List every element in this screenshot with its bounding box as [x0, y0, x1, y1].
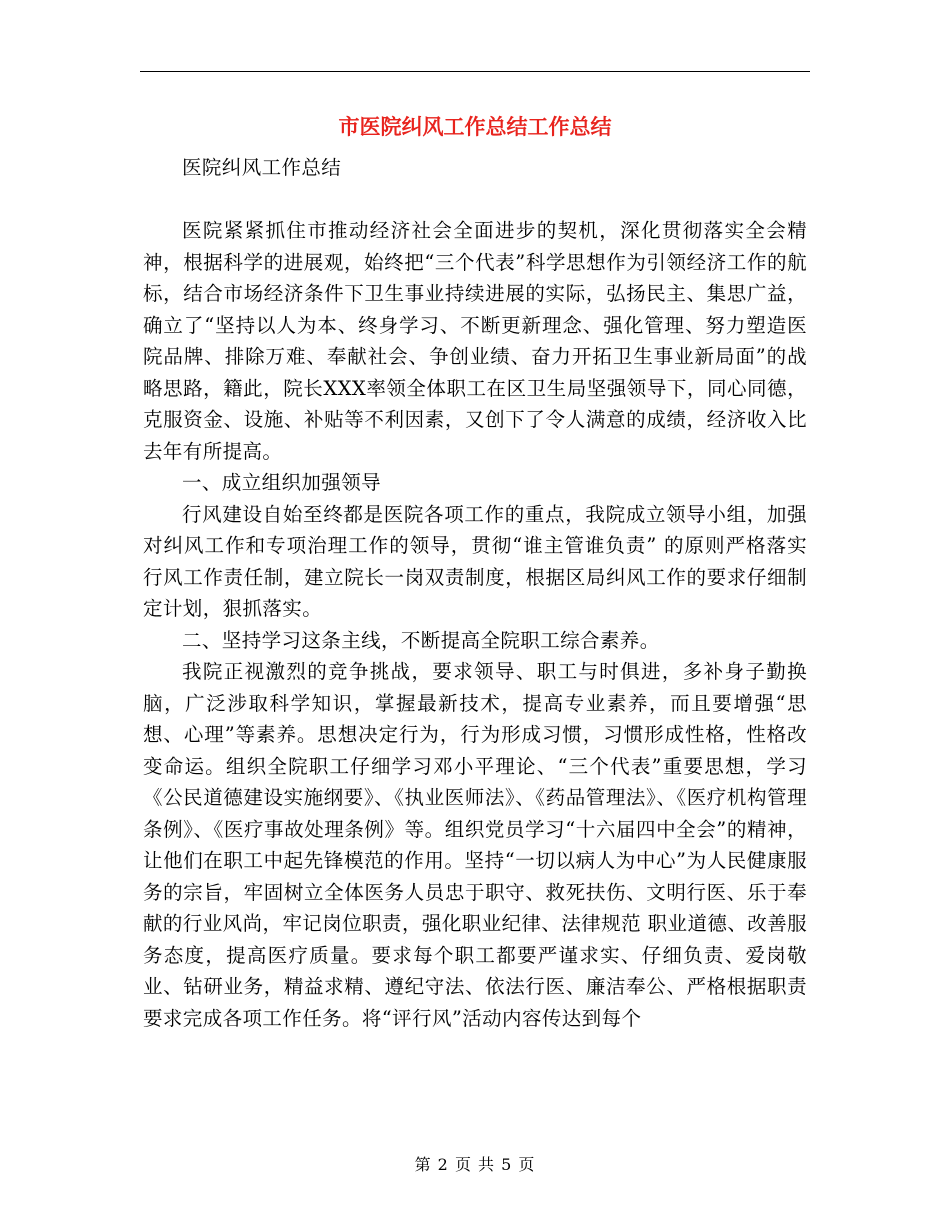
document-body — [143, 152, 807, 1034]
header-rule — [140, 71, 810, 72]
paragraph-section-2: 我院正视激烈的竞争挑战，要求领导、职工与时俱进，多补身子勤换脑，广泛涉取科学知识，掌握最新技术，提高专业素养，而且要增强“思想、心理”等素养。思想决定行为，行为形成习惯，习惯形成性格，性格改变命运。组织全院职工仔细学习邓小平理论、“三个代表”重要思想，学习《公民道德建设实施纲要》、《执业医师法》、《药品管理法》、《医疗机构管理条例》、《医疗事故处理条例》等。组织党员学习“十六届四中全会”的精神，让他们在职工中起先锋模范的作用。坚持“一切以病人为中心”为人民健康服务的宗旨，牢固树立全体医务人员忠于职守、救死扶伤、文明行医、乐于奉献的行业风尚，牢记岗位职责，强化职业纪律、法律规范 职业道德、改善服务态度，提高医疗质量。要求每个职工都要严谨求实、仔细负责、爱岗敬业、钻研业务，精益求精、遵纪守法、依法行医、廉洁奉公、严格根据职责要求完成各项工作任务。将“评行风”活动内容传达到每个 — [143, 660, 807, 1030]
document-title: 市医院纠风工作总结工作总结 — [338, 115, 612, 139]
paragraph-intro: 医院紧紧抓住市推动经济社会全面进步的契机，深化贯彻落实全会精神，根据科学的进展观，始终把“三个代表”科学思想作为引领经济工作的航标，结合市场经济条件下卫生事业持续进展的实际，弘扬民主、集思广益，确立了“坚持以人为本、终身学习、不断更新理念、强化管理、努力塑造医院品牌、排除万难、奉献社会、争创业绩、奋力开拓卫生事业新局面”的战略思路，籍此，院长XXX率领全体职工在区卫生局坚强领导下，同心同德，克服资金、设施、补贴等不利因素，又创下了令人满意的成绩，经济收入比去年有所提高。 — [143, 219, 807, 463]
paragraph-section-1: 行风建设自始至终都是医院各项工作的重点，我院成立领导小组，加强对纠风工作和专项治理工作的领导，贯彻“谁主管谁负责” 的原则严格落实行风工作责任制，建立院长一岗双责制度，根据区局纠风工作的要求仔细制定计划，狠抓落实。 — [143, 502, 807, 620]
section-heading-2: 二、坚持学习这条主线，不断提高全院职工综合素养。 — [182, 628, 660, 652]
section-heading-1: 一、成立组织加强领导 — [182, 471, 382, 494]
page-number-footer: 第 2 页 共 5 页 — [414, 1155, 536, 1174]
document-subtitle: 医院纠风工作总结 — [182, 156, 342, 179]
